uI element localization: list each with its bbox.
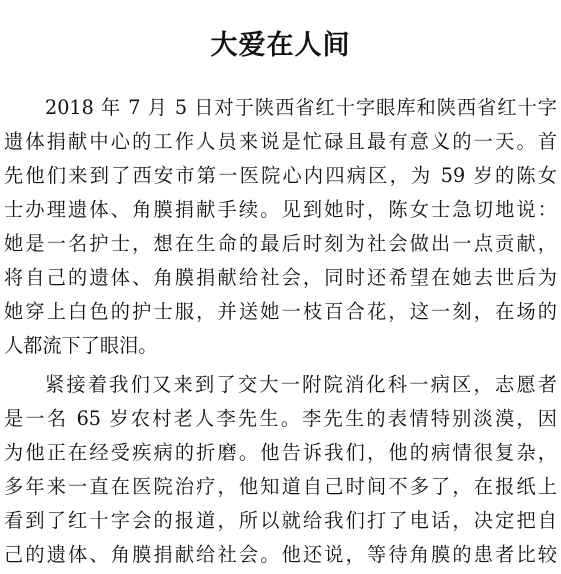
paragraph-1-line-7: 她穿上白色的护士服，并送她一枝百合花，这一刻，在场的 [4, 300, 557, 323]
paragraph-2-line-4: 多年来一直在医院治疗，他知道自己时间不多了，在报纸上 [4, 475, 557, 498]
paragraph-1-line-4: 士办理遗体、角膜捐献手续。见到她时，陈女士急切地说： [4, 198, 557, 221]
paragraph-2-line-3: 为他正在经受疾病的折磨。他告诉我们，他的病情很复杂， [4, 441, 557, 464]
paragraph-2-line-5: 看到了红十字会的报道，所以就给我们打了电话，决定把自 [4, 509, 557, 532]
paragraph-1-line-5: 她是一名护士，想在生命的最后时刻为社会做出一点贡献， [4, 232, 557, 255]
paragraph-2-line-1: 紧接着我们又来到了交大一附院消化科一病区，志愿者 [45, 373, 557, 396]
paragraph-1-line-2: 遗体捐献中心的工作人员来说是忙碌且最有意义的一天。首 [4, 130, 557, 153]
paragraph-2-line-6: 己的遗体、角膜捐献给社会。他还说，等待角膜的患者比较 [4, 543, 557, 566]
paragraph-1-line-6: 将自己的遗体、角膜捐献给社会，同时还希望在她去世后为 [4, 266, 557, 289]
paragraph-1-line-1: 2018 年 7 月 5 日对于陕西省红十字眼库和陕西省红十字 [45, 96, 557, 119]
paragraph-1-line-8: 人都流下了眼泪。 [4, 334, 158, 357]
paragraph-2-line-2: 是一名 65 岁农村老人李先生。李先生的表情特别淡漠，因 [4, 407, 557, 430]
paragraph-1-line-3: 先他们来到了西安市第一医院心内四病区，为 59 岁的陈女 [4, 164, 557, 187]
document-title: 大爱在人间 [210, 30, 351, 61]
